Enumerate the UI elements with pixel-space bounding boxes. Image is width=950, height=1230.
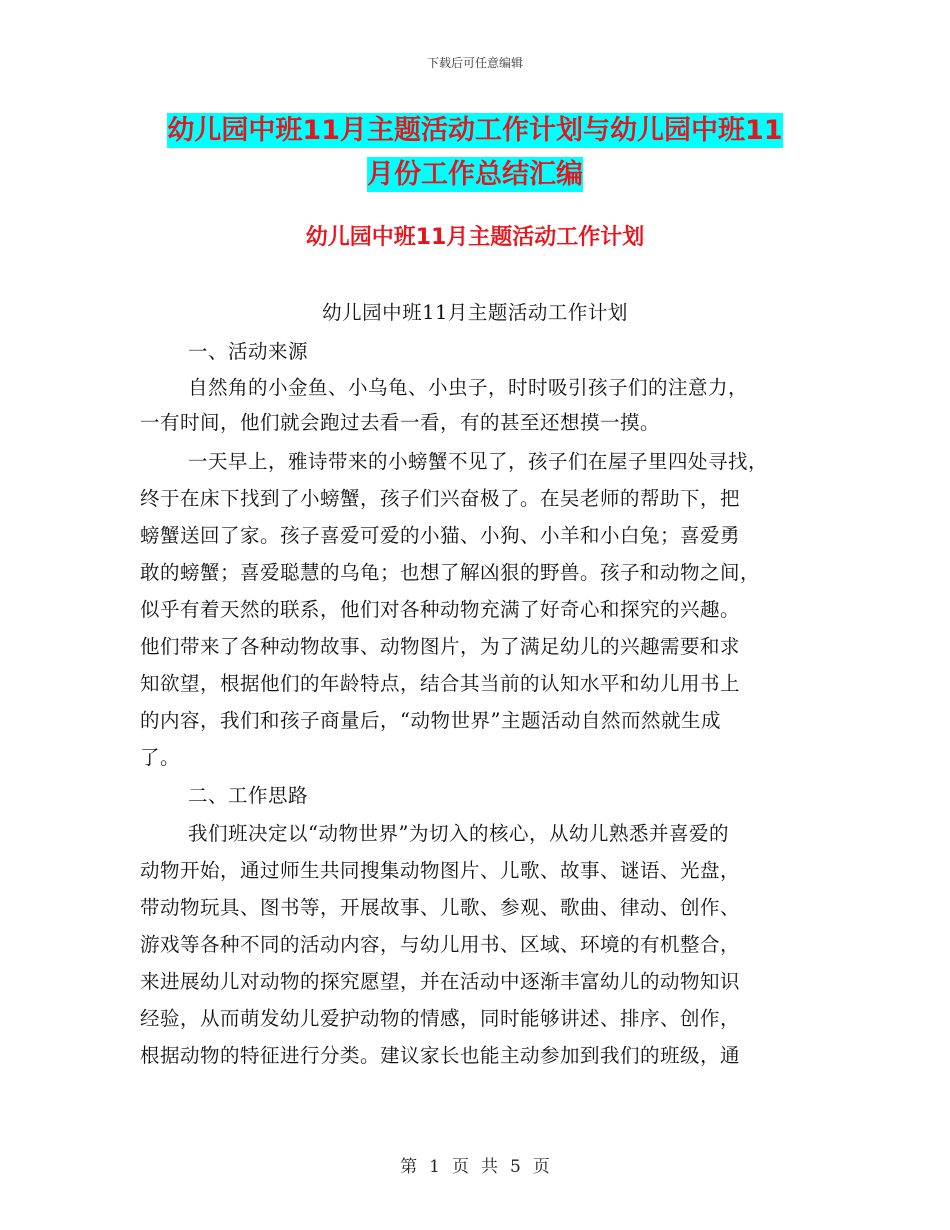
document-title-text-2: 月份工作总结汇编 bbox=[367, 159, 583, 190]
document-title-line-1 bbox=[0, 108, 950, 154]
header-note: 下载后可任意编辑 bbox=[426, 56, 523, 70]
section-title: 幼儿园中班11月主题活动工作计划 bbox=[305, 225, 645, 250]
paragraph-line: 我们班决定以“动物世界”为切入的核心，从幼儿熟悉并喜爱的 bbox=[188, 822, 729, 845]
paragraph-line: 敢的螃蟹；喜爱聪慧的乌龟；也想了解凶狠的野兽。孩子和动物之间， bbox=[140, 561, 761, 584]
paragraph-line: 似乎有着天然的联系，他们对各种动物充满了好奇心和探究的兴趣。 bbox=[140, 598, 741, 621]
page-total: 5 bbox=[510, 1157, 521, 1177]
paragraph-line: 带动物玩具、图书等，开展故事、儿歌、参观、歌曲、律动、创作、 bbox=[140, 896, 741, 919]
paragraph-line: 一有时间，他们就会跑过去看一看，有的甚至还想摸一摸。 bbox=[140, 411, 661, 434]
paragraph-line: 来进展幼儿对动物的探究愿望，并在活动中逐渐丰富幼儿的动物知识 bbox=[140, 970, 741, 993]
page-number: 1 bbox=[429, 1157, 440, 1177]
footer-suffix: 页 bbox=[532, 1157, 550, 1177]
paragraph-line: 的内容，我们和孩子商量后，“动物世界”主题活动自然而然就生成 bbox=[140, 709, 721, 732]
paragraph-line: 一天早上，雅诗带来的小螃蟹不见了，孩子们在屋子里四处寻找， bbox=[188, 450, 769, 473]
paragraph-line: 游戏等各种不同的活动内容，与幼儿用书、区域、环境的有机整合， bbox=[140, 933, 741, 956]
document-title-line-2 bbox=[0, 152, 950, 198]
paragraph-line: 动物开始，通过师生共同搜集动物图片、儿歌、故事、谜语、光盘， bbox=[140, 859, 741, 882]
subtitle: 幼儿园中班11月主题活动工作计划 bbox=[322, 301, 628, 324]
footer-of: 共 bbox=[481, 1157, 498, 1177]
paragraph-line: 螃蟹送回了家。孩子喜爱可爱的小猫、小狗、小羊和小白兔；喜爱勇 bbox=[140, 524, 741, 547]
paragraph-line: 自然角的小金鱼、小乌龟、小虫子，时时吸引孩子们的注意力， bbox=[188, 376, 749, 399]
paragraph-line: 了。 bbox=[140, 746, 181, 769]
paragraph-line: 经验，从而萌发幼儿爱护动物的情感，同时能够讲述、排序、创作， bbox=[140, 1007, 741, 1030]
page-footer bbox=[0, 1152, 950, 1177]
paragraph-line: 根据动物的特征进行分类。建议家长也能主动参加到我们的班级，通 bbox=[140, 1044, 741, 1067]
footer-mid: 页 bbox=[452, 1157, 469, 1177]
footer-prefix: 第 bbox=[400, 1157, 418, 1177]
paragraph-line: 终于在床下找到了小螃蟹，孩子们兴奋极了。在吴老师的帮助下，把 bbox=[140, 487, 741, 510]
paragraph-line: 他们带来了各种动物故事、动物图片，为了满足幼儿的兴趣需要和求 bbox=[140, 635, 741, 658]
heading-activity-source: 一、活动来源 bbox=[188, 340, 309, 363]
document-title-text-1: 幼儿园中班11月主题活动工作计划与幼儿园中班11 bbox=[167, 115, 783, 146]
paragraph-line: 知欲望，根据他们的年龄特点，结合其当前的认知水平和幼儿用书上 bbox=[140, 672, 741, 695]
heading-work-ideas: 二、工作思路 bbox=[188, 784, 309, 807]
